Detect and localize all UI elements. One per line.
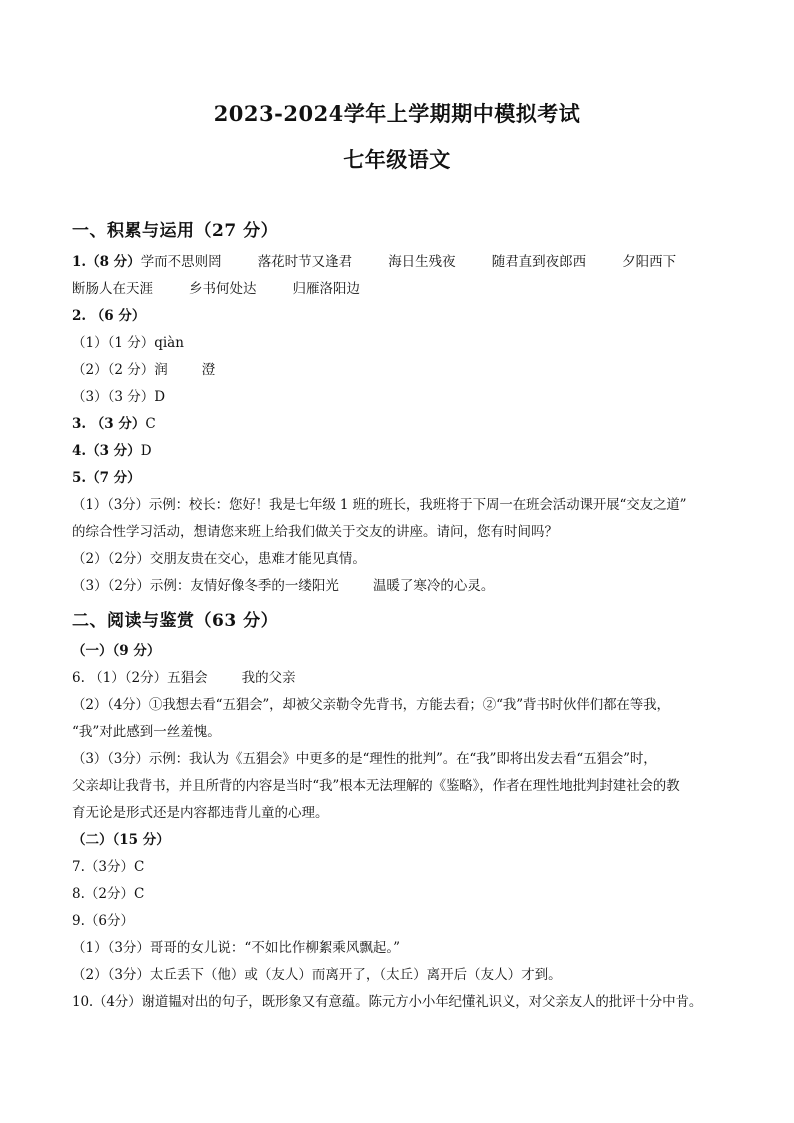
question-5-part-3 — [72, 577, 494, 595]
q5-part-3-answer-b: 温暖了寒冷的心灵。 — [372, 578, 495, 594]
question-1-label: 1.（8 分） — [72, 254, 141, 270]
q1-answer-6: 断肠人在天涯 — [72, 281, 153, 297]
question-1-line-1 — [72, 253, 676, 271]
q2-part-2-answer-a: （2）（2 分）润 — [72, 362, 168, 378]
reading-part-2-heading: （二）（15 分） — [72, 832, 170, 848]
question-9-part-2: （2）（3分）太丘丢下（他）或（友人）而离开了，（太丘）离开后（友人）才到。 — [72, 967, 562, 983]
question-4-label: 4.（3 分） — [72, 443, 141, 459]
q6-part-1-answer-a: 6. （1）（2分）五猖会 — [72, 670, 208, 686]
question-9-label: 9.（6分） — [72, 913, 134, 929]
question-3-answer: C — [145, 416, 156, 432]
question-10: 10.（4分）谢道韫对出的句子，既形象又有意蕴。陈元方小小年纪懂礼识义，对父亲友人的批评十分中肯。 — [72, 994, 703, 1010]
section-heading-1: 一、积累与运用（27 分） — [72, 221, 279, 241]
question-6-line-2: （2）（4分）①我想去看“五猖会”，却被父亲勒令先背书，方能去看；②“我”背书时伙伴们都在等我， — [72, 697, 670, 713]
q2-part-2-answer-b: 澄 — [201, 362, 216, 378]
question-4-answer: D — [140, 443, 152, 459]
question-2-label: 2. （6 分） — [72, 308, 146, 324]
q1-answer-8: 归雁洛阳边 — [292, 281, 360, 297]
question-5-label: 5.（7 分） — [72, 470, 141, 486]
q1-answer-4: 随君直到夜郎西 — [491, 254, 587, 270]
question-1-line-2 — [72, 280, 360, 298]
question-9-part-1: （1）（3分）哥哥的女儿说：“不如比作柳絮乘风飘起。” — [72, 940, 400, 956]
q5-part-3-answer-a: （3）（2分）示例：友情好像冬季的一缕阳光 — [72, 578, 339, 594]
question-7: 7.（3分）C — [72, 859, 145, 875]
question-6-line-3: “我”对此感到一丝羞愧。 — [72, 724, 221, 740]
question-3 — [72, 415, 156, 433]
reading-part-1-heading: （一）（9 分） — [72, 643, 161, 659]
q1-answer-5: 夕阳西下 — [622, 254, 677, 270]
question-5-part-1-line-2: 的综合性学习活动，想请您来班上给我们做关于交友的讲座。请问，您有时间吗？ — [72, 524, 558, 540]
q1-answer-3: 海日生残夜 — [388, 254, 456, 270]
question-3-label: 3. （3 分） — [72, 416, 146, 432]
question-8: 8.（2分）C — [72, 886, 145, 902]
document-title: 2023-2024学年上学期期中模拟考试 — [213, 101, 581, 126]
question-2-part-2 — [72, 361, 215, 379]
q1-answer-2: 落花时节又逢君 — [257, 254, 353, 270]
section-heading-2: 二、阅读与鉴赏（63 分） — [72, 611, 279, 631]
question-6-line-1 — [72, 669, 296, 687]
document-subtitle: 七年级语文 — [343, 147, 451, 172]
question-5-part-2: （2）（2分）交朋友贵在交心，患难才能见真情。 — [72, 551, 366, 567]
question-6-line-6: 育无论是形式还是内容都违背儿童的心理。 — [72, 805, 329, 821]
question-4 — [72, 442, 152, 460]
question-6-line-5: 父亲却让我背书，并且所背的内容是当时“我”根本无法理解的《鉴略》，作者在理性地批判封建社会的教 — [72, 778, 680, 794]
question-2-part-3: （3）（3 分）D — [72, 389, 166, 405]
q1-answer-7: 乡书何处达 — [189, 281, 257, 297]
q1-answer-1: 学而不思则罔 — [140, 254, 222, 270]
question-2-part-1: （1）（1 分）qiàn — [72, 335, 184, 351]
question-5-part-1-line-1: （1）（3分）示例：校长：您好！我是七年级 1 班的班长，我班将于下周一在班会活动课开展“交友之道” — [72, 497, 687, 513]
q6-part-1-answer-b: 我的父亲 — [241, 670, 296, 686]
question-6-line-4: （3）（3分）示例：我认为《五猖会》中更多的是“理性的批判”。在“我”即将出发去看“五猖会”时， — [72, 751, 657, 767]
